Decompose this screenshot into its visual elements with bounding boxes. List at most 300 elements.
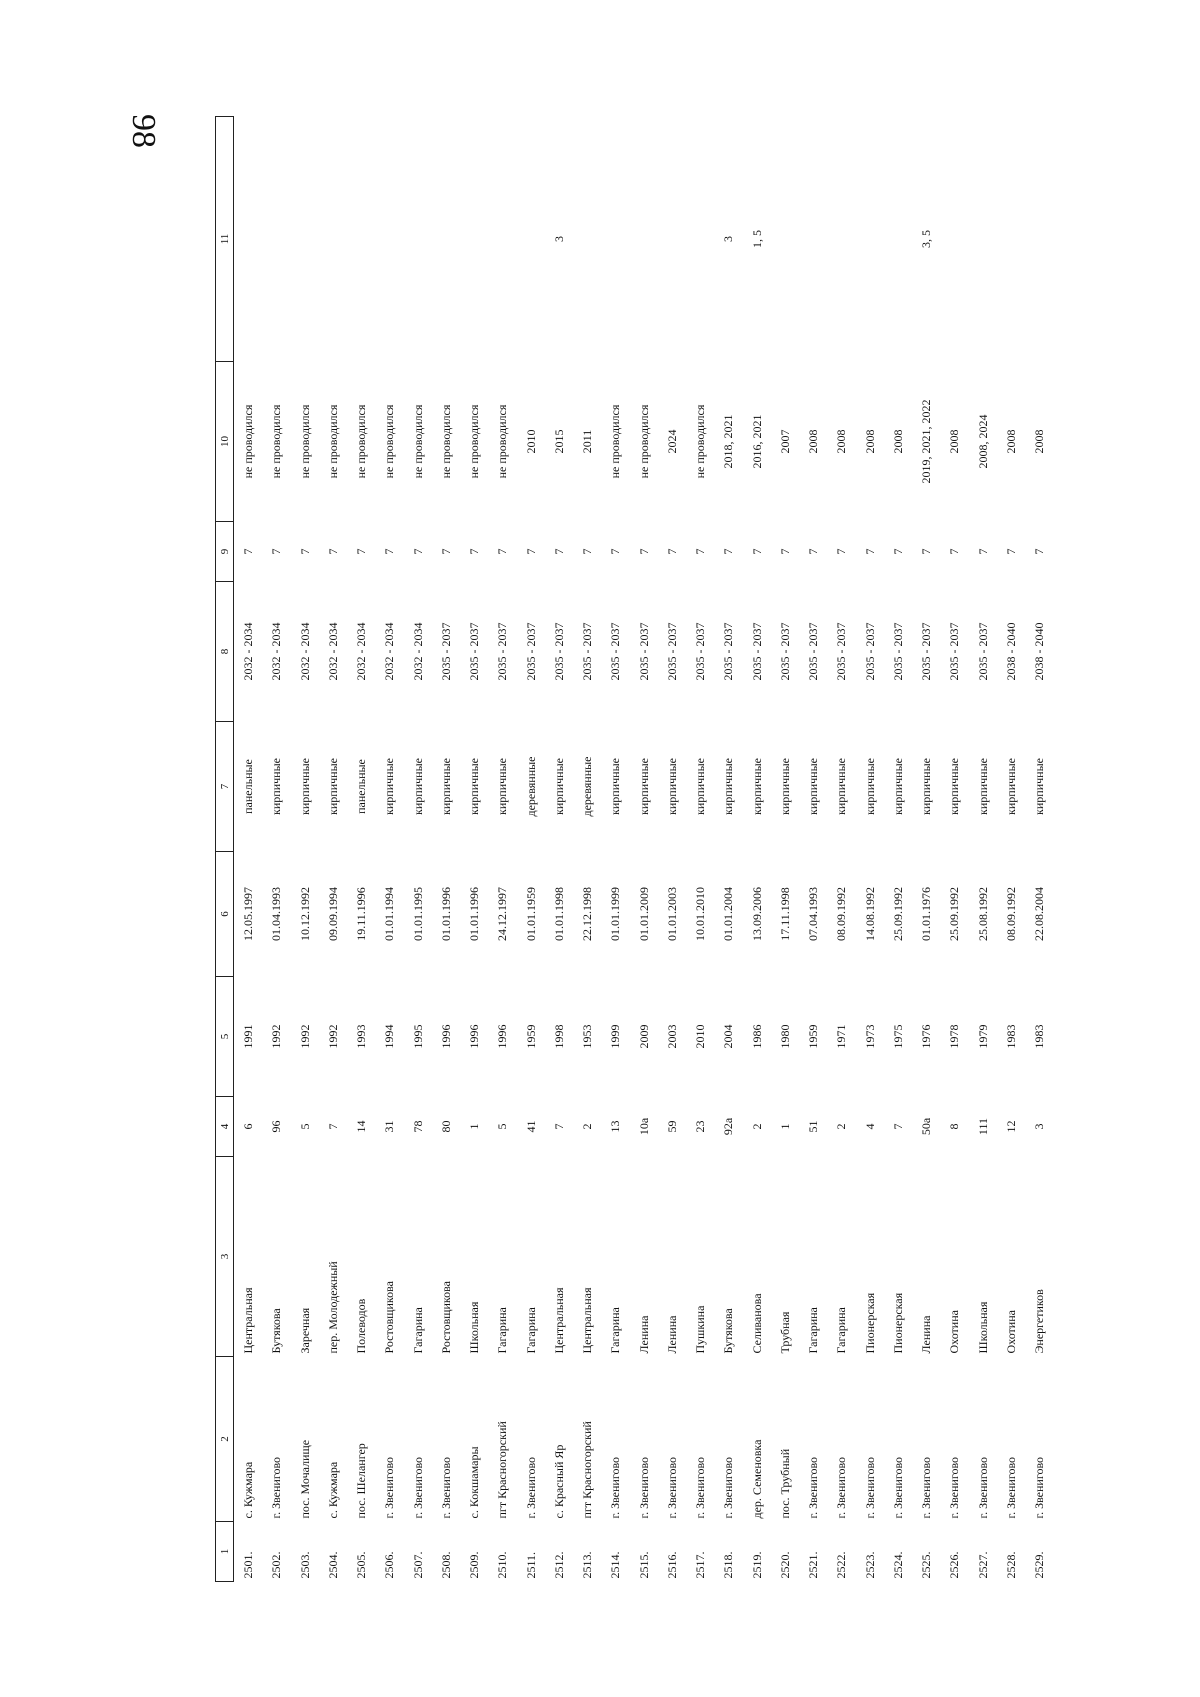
- date-cell: 12.05.1997: [241, 887, 256, 941]
- repair-years-cell: 2008: [1003, 429, 1018, 454]
- date-cell: 25.09.1992: [890, 887, 905, 941]
- col9-cell: 7: [693, 548, 708, 555]
- planned-period-cell: 2032 - 2034: [382, 622, 397, 681]
- table-row: [940, 117, 968, 1582]
- table-row: [1025, 117, 1053, 1582]
- col9-cell: 7: [551, 548, 566, 555]
- date-cell: 17.11.1998: [777, 887, 792, 941]
- col9-cell: 7: [438, 548, 453, 555]
- col9-cell: 7: [523, 548, 538, 555]
- table-row: [488, 117, 516, 1582]
- repair-years-cell: не проводился: [438, 404, 453, 479]
- repair-years-cell: 2008: [890, 429, 905, 454]
- col11-cell: [262, 117, 290, 362]
- col11-cell: 3: [721, 236, 736, 242]
- build-year-cell: 1995: [410, 1024, 425, 1049]
- wall-material-cell: кирпичные: [551, 758, 566, 815]
- repair-years-cell: 2007: [777, 429, 792, 454]
- table-header: [216, 117, 234, 1582]
- house-number-cell: 51: [806, 1120, 821, 1133]
- planned-period-cell: 2032 - 2034: [269, 622, 284, 681]
- wall-material-cell: кирпичные: [777, 758, 792, 815]
- wall-material-cell: кирпичные: [862, 758, 877, 815]
- house-number-cell: 10а: [636, 1117, 651, 1136]
- street-cell: Гагарина: [806, 1307, 821, 1354]
- repair-years-cell: не проводился: [636, 404, 651, 479]
- street-cell: Гагарина: [608, 1307, 623, 1354]
- col11-cell: [375, 117, 403, 362]
- repair-years-cell: не проводился: [325, 404, 340, 479]
- locality-cell: г. Звенигово: [382, 1456, 397, 1519]
- planned-period-cell: 2035 - 2037: [523, 622, 538, 681]
- locality-cell: дер. Семеновка: [749, 1439, 764, 1519]
- col9-cell: 7: [777, 548, 792, 555]
- table-row: [771, 117, 799, 1582]
- table-row: [997, 117, 1025, 1582]
- col11-cell: [1025, 117, 1053, 362]
- wall-material-cell: кирпичные: [325, 758, 340, 815]
- wall-material-cell: кирпичные: [1032, 758, 1047, 815]
- col11-cell: [658, 117, 686, 362]
- col11-cell: [460, 117, 488, 362]
- street-cell: Школьная: [467, 1301, 482, 1354]
- table-row: [234, 117, 263, 1582]
- header-col-7: 7: [216, 722, 234, 852]
- row-number: 2513.: [580, 1551, 595, 1579]
- table-row: [291, 117, 319, 1582]
- build-year-cell: 2003: [664, 1024, 679, 1049]
- street-cell: Гагарина: [523, 1307, 538, 1354]
- build-year-cell: 1996: [438, 1024, 453, 1049]
- build-year-cell: 1991: [241, 1024, 256, 1049]
- planned-period-cell: 2032 - 2034: [297, 622, 312, 681]
- build-year-cell: 1976: [919, 1024, 934, 1049]
- table-row: [319, 117, 347, 1582]
- planned-period-cell: 2035 - 2037: [580, 622, 595, 681]
- col11-cell: [488, 117, 516, 362]
- row-number: 2519.: [749, 1551, 764, 1579]
- build-year-cell: 1986: [749, 1024, 764, 1049]
- locality-cell: г. Звенигово: [523, 1456, 538, 1519]
- build-year-cell: 1953: [580, 1024, 595, 1049]
- build-year-cell: 1993: [354, 1024, 369, 1049]
- repair-years-cell: не проводился: [241, 404, 256, 479]
- repair-years-cell: 2010: [523, 429, 538, 454]
- date-cell: 01.01.1999: [608, 887, 623, 941]
- house-number-cell: 59: [664, 1120, 679, 1133]
- locality-cell: г. Звенигово: [636, 1456, 651, 1519]
- street-cell: Энергетиков: [1032, 1289, 1047, 1354]
- street-cell: Пионерская: [862, 1292, 877, 1354]
- repair-years-cell: 2008: [1032, 429, 1047, 454]
- wall-material-cell: деревянные: [523, 756, 538, 817]
- house-number-cell: 7: [551, 1123, 566, 1130]
- date-cell: 22.08.2004: [1032, 887, 1047, 941]
- house-number-cell: 96: [269, 1120, 284, 1133]
- header-col-3: 3: [216, 1157, 234, 1357]
- col11-cell: [856, 117, 884, 362]
- col11-cell: [997, 117, 1025, 362]
- locality-cell: г. Звенигово: [664, 1456, 679, 1519]
- locality-cell: г. Звенигово: [890, 1456, 905, 1519]
- row-number: 2506.: [382, 1551, 397, 1579]
- street-cell: Пушкина: [693, 1305, 708, 1354]
- repair-years-cell: 2016, 2021: [749, 414, 764, 469]
- street-cell: Ростовщикова: [382, 1281, 397, 1354]
- col9-cell: 7: [806, 548, 821, 555]
- street-cell: Пионерская: [890, 1292, 905, 1354]
- table-row: [799, 117, 827, 1582]
- row-number: 2526.: [947, 1551, 962, 1579]
- col11-cell: 1, 5: [749, 230, 764, 248]
- row-number: 2515.: [636, 1551, 651, 1579]
- wall-material-cell: кирпичные: [269, 758, 284, 815]
- header-col-9: 9: [216, 522, 234, 582]
- row-number: 2511.: [523, 1551, 538, 1579]
- build-year-cell: 1983: [1032, 1024, 1047, 1049]
- table-row: [573, 117, 601, 1582]
- locality-cell: с. Кокшамары: [467, 1446, 482, 1519]
- planned-period-cell: 2035 - 2037: [721, 622, 736, 681]
- house-number-cell: 13: [608, 1120, 623, 1133]
- col11-cell: [319, 117, 347, 362]
- locality-cell: г. Звенигово: [1032, 1456, 1047, 1519]
- table-body: [234, 117, 1054, 1582]
- row-number: 2529.: [1032, 1551, 1047, 1579]
- planned-period-cell: 2035 - 2037: [890, 622, 905, 681]
- col11-cell: [291, 117, 319, 362]
- locality-cell: г. Звенигово: [975, 1456, 990, 1519]
- street-cell: Центральная: [551, 1287, 566, 1354]
- street-cell: Охотина: [1003, 1310, 1018, 1354]
- build-year-cell: 1999: [608, 1024, 623, 1049]
- build-year-cell: 1980: [777, 1024, 792, 1049]
- wall-material-cell: кирпичные: [749, 758, 764, 815]
- col9-cell: 7: [608, 548, 623, 555]
- wall-material-cell: кирпичные: [297, 758, 312, 815]
- header-col-1: 1: [216, 1522, 234, 1582]
- col11-cell: [601, 117, 629, 362]
- header-col-6: 6: [216, 852, 234, 977]
- date-cell: 19.11.1996: [354, 887, 369, 941]
- row-number: 2522.: [834, 1551, 849, 1579]
- planned-period-cell: 2035 - 2037: [806, 622, 821, 681]
- header-col-5: 5: [216, 977, 234, 1097]
- wall-material-cell: кирпичные: [495, 758, 510, 815]
- date-cell: 14.08.1992: [862, 887, 877, 941]
- col9-cell: 7: [947, 548, 962, 555]
- repair-years-cell: 2011: [580, 429, 595, 454]
- col9-cell: 7: [325, 548, 340, 555]
- table-row: [884, 117, 912, 1582]
- street-cell: Ленина: [636, 1315, 651, 1354]
- row-number: 2528.: [1003, 1551, 1018, 1579]
- build-year-cell: 1979: [975, 1024, 990, 1049]
- planned-period-cell: 2035 - 2037: [693, 622, 708, 681]
- build-year-cell: 2009: [636, 1024, 651, 1049]
- table-row: [262, 117, 290, 1582]
- house-number-cell: 92а: [721, 1117, 736, 1136]
- wall-material-cell: деревянные: [580, 756, 595, 817]
- row-number: 2517.: [693, 1551, 708, 1579]
- house-number-cell: 4: [862, 1123, 877, 1130]
- col9-cell: 7: [749, 548, 764, 555]
- date-cell: 09.09.1994: [325, 887, 340, 941]
- build-year-cell: 1971: [834, 1024, 849, 1049]
- table-row: [658, 117, 686, 1582]
- wall-material-cell: кирпичные: [947, 758, 962, 815]
- row-number: 2512.: [551, 1551, 566, 1579]
- row-number: 2514.: [608, 1551, 623, 1579]
- street-cell: Охотина: [947, 1310, 962, 1354]
- repair-years-cell: 2024: [664, 429, 679, 454]
- build-year-cell: 1992: [269, 1024, 284, 1049]
- row-number: 2509.: [467, 1551, 482, 1579]
- house-number-cell: 23: [693, 1120, 708, 1133]
- date-cell: 08.09.1992: [834, 887, 849, 941]
- table-row: [545, 117, 573, 1582]
- col11-cell: 3: [551, 236, 566, 242]
- house-number-cell: 2: [834, 1123, 849, 1130]
- repair-years-cell: 2018, 2021: [721, 414, 736, 469]
- street-cell: Школьная: [975, 1301, 990, 1354]
- repair-years-cell: не проводился: [608, 404, 623, 479]
- date-cell: 22.12.1998: [580, 887, 595, 941]
- house-number-cell: 78: [410, 1120, 425, 1133]
- planned-period-cell: 2035 - 2037: [608, 622, 623, 681]
- build-year-cell: 1978: [947, 1024, 962, 1049]
- build-year-cell: 1983: [1003, 1024, 1018, 1049]
- repair-years-cell: 2008: [834, 429, 849, 454]
- date-cell: 25.08.1992: [975, 887, 990, 941]
- date-cell: 01.01.1996: [438, 887, 453, 941]
- build-year-cell: 1996: [495, 1024, 510, 1049]
- table-row: [375, 117, 403, 1582]
- street-cell: Заречная: [297, 1307, 312, 1354]
- planned-period-cell: 2038 - 2040: [1003, 622, 1018, 681]
- house-number-cell: 8: [947, 1123, 962, 1130]
- col11-cell: [969, 117, 997, 362]
- col9-cell: 7: [1032, 548, 1047, 555]
- col9-cell: 7: [297, 548, 312, 555]
- date-cell: 01.01.1995: [410, 887, 425, 941]
- planned-period-cell: 2035 - 2037: [919, 622, 934, 681]
- row-number: 2510.: [495, 1551, 510, 1579]
- table-row: [743, 117, 771, 1582]
- repair-years-cell: 2008, 2024: [975, 414, 990, 469]
- row-number: 2505.: [354, 1551, 369, 1579]
- street-cell: Ленина: [664, 1315, 679, 1354]
- table-row: [601, 117, 629, 1582]
- col11-cell: [432, 117, 460, 362]
- date-cell: 01.01.1994: [382, 887, 397, 941]
- locality-cell: пос. Шелангер: [354, 1443, 369, 1519]
- header-col-2: 2: [216, 1357, 234, 1522]
- house-number-cell: 12: [1003, 1120, 1018, 1133]
- planned-period-cell: 2035 - 2037: [777, 622, 792, 681]
- col9-cell: 7: [354, 548, 369, 555]
- planned-period-cell: 2035 - 2037: [947, 622, 962, 681]
- wall-material-cell: кирпичные: [975, 758, 990, 815]
- date-cell: 01.04.1993: [269, 887, 284, 941]
- date-cell: 01.01.1976: [919, 887, 934, 941]
- planned-period-cell: 2035 - 2037: [664, 622, 679, 681]
- date-cell: 01.01.1998: [551, 887, 566, 941]
- col11-cell: [940, 117, 968, 362]
- date-cell: 01.01.1996: [467, 887, 482, 941]
- wall-material-cell: кирпичные: [890, 758, 905, 815]
- wall-material-cell: кирпичные: [467, 758, 482, 815]
- locality-cell: г. Звенигово: [1003, 1456, 1018, 1519]
- table-row: [432, 117, 460, 1582]
- locality-cell: г. Звенигово: [693, 1456, 708, 1519]
- repair-years-cell: не проводился: [297, 404, 312, 479]
- house-number-cell: 7: [325, 1123, 340, 1130]
- row-number: 2524.: [890, 1551, 905, 1579]
- street-cell: Бутякова: [269, 1308, 284, 1354]
- house-number-cell: 41: [523, 1120, 538, 1133]
- date-cell: 01.01.2003: [664, 887, 679, 941]
- locality-cell: пгт Красногорский: [580, 1421, 595, 1519]
- table-row: [460, 117, 488, 1582]
- table-row: [912, 117, 940, 1582]
- planned-period-cell: 2035 - 2037: [749, 622, 764, 681]
- wall-material-cell: кирпичные: [608, 758, 623, 815]
- build-year-cell: 2004: [721, 1024, 736, 1049]
- repair-years-cell: 2015: [551, 429, 566, 454]
- header-col-11: 11: [216, 117, 234, 362]
- date-cell: 08.09.1992: [1003, 887, 1018, 941]
- col9-cell: 7: [664, 548, 679, 555]
- wall-material-cell: кирпичные: [721, 758, 736, 815]
- locality-cell: г. Звенигово: [834, 1456, 849, 1519]
- table-row: [404, 117, 432, 1582]
- header-col-8: 8: [216, 582, 234, 722]
- page-number: 98: [125, 114, 162, 148]
- wall-material-cell: кирпичные: [664, 758, 679, 815]
- col9-cell: 7: [1003, 548, 1018, 555]
- wall-material-cell: кирпичные: [438, 758, 453, 815]
- col9-cell: 7: [636, 548, 651, 555]
- row-number: 2520.: [777, 1551, 792, 1579]
- table-row: [714, 117, 742, 1582]
- house-number-cell: 2: [749, 1123, 764, 1130]
- repair-years-cell: не проводился: [467, 404, 482, 479]
- locality-cell: г. Звенигово: [947, 1456, 962, 1519]
- col9-cell: 7: [919, 548, 934, 555]
- locality-cell: г. Звенигово: [919, 1456, 934, 1519]
- locality-cell: г. Звенигово: [806, 1456, 821, 1519]
- build-year-cell: 1975: [890, 1024, 905, 1049]
- row-number: 2525.: [919, 1551, 934, 1579]
- street-cell: Гагарина: [410, 1307, 425, 1354]
- locality-cell: пос. Трубный: [777, 1448, 792, 1519]
- street-cell: пер. Молодежный: [325, 1261, 340, 1354]
- date-cell: 13.09.2006: [749, 887, 764, 941]
- street-cell: Бутякова: [721, 1308, 736, 1354]
- repair-years-cell: 2008: [806, 429, 821, 454]
- locality-cell: с. Красный Яр: [551, 1444, 566, 1519]
- build-year-cell: 1998: [551, 1024, 566, 1049]
- locality-cell: г. Звенигово: [269, 1456, 284, 1519]
- planned-period-cell: 2035 - 2037: [862, 622, 877, 681]
- row-number: 2502.: [269, 1551, 284, 1579]
- col9-cell: 7: [241, 548, 256, 555]
- date-cell: 07.04.1993: [806, 887, 821, 941]
- planned-period-cell: 2035 - 2037: [495, 622, 510, 681]
- planned-period-cell: 2032 - 2034: [325, 622, 340, 681]
- col11-cell: [827, 117, 855, 362]
- wall-material-cell: кирпичные: [1003, 758, 1018, 815]
- wall-material-cell: кирпичные: [806, 758, 821, 815]
- header-row: [216, 117, 234, 1582]
- col11-cell: [404, 117, 432, 362]
- house-number-cell: 7: [890, 1123, 905, 1130]
- col9-cell: 7: [834, 548, 849, 555]
- col11-cell: [573, 117, 601, 362]
- planned-period-cell: 2035 - 2037: [834, 622, 849, 681]
- locality-cell: г. Звенигово: [862, 1456, 877, 1519]
- wall-material-cell: панельные: [354, 759, 369, 814]
- table-row: [827, 117, 855, 1582]
- build-year-cell: 1996: [467, 1024, 482, 1049]
- build-year-cell: 1994: [382, 1024, 397, 1049]
- col9-cell: 7: [721, 548, 736, 555]
- repair-years-cell: не проводился: [495, 404, 510, 479]
- repair-years-cell: 2008: [862, 429, 877, 454]
- locality-cell: г. Звенигово: [721, 1456, 736, 1519]
- house-number-cell: 80: [438, 1120, 453, 1133]
- col11-cell: [234, 117, 263, 362]
- col9-cell: 7: [382, 548, 397, 555]
- planned-period-cell: 2032 - 2034: [241, 622, 256, 681]
- row-number: 2518.: [721, 1551, 736, 1579]
- col9-cell: 7: [467, 548, 482, 555]
- repair-years-cell: не проводился: [693, 404, 708, 479]
- house-number-cell: 14: [354, 1120, 369, 1133]
- wall-material-cell: кирпичные: [636, 758, 651, 815]
- table-row: [686, 117, 714, 1582]
- locality-cell: пгт Красногорский: [495, 1421, 510, 1519]
- col9-cell: 7: [269, 548, 284, 555]
- col11-cell: 3, 5: [919, 230, 934, 248]
- street-cell: Центральная: [241, 1287, 256, 1354]
- repair-years-cell: не проводился: [382, 404, 397, 479]
- build-year-cell: 1992: [297, 1024, 312, 1049]
- housing-table-sheet: [215, 117, 1047, 1582]
- col9-cell: 7: [862, 548, 877, 555]
- row-number: 2523.: [862, 1551, 877, 1579]
- street-cell: Гагарина: [495, 1307, 510, 1354]
- col9-cell: 7: [975, 548, 990, 555]
- wall-material-cell: кирпичные: [382, 758, 397, 815]
- house-number-cell: 1: [467, 1123, 482, 1130]
- planned-period-cell: 2035 - 2037: [551, 622, 566, 681]
- row-number: 2527.: [975, 1551, 990, 1579]
- wall-material-cell: кирпичные: [693, 758, 708, 815]
- build-year-cell: 1959: [806, 1024, 821, 1049]
- date-cell: 01.01.1959: [523, 887, 538, 941]
- col9-cell: 7: [890, 548, 905, 555]
- repair-years-cell: 2019, 2021, 2022: [919, 399, 934, 484]
- col9-cell: 7: [495, 548, 510, 555]
- street-cell: Селивановa: [749, 1293, 764, 1354]
- house-number-cell: 3: [1032, 1123, 1047, 1130]
- col11-cell: [771, 117, 799, 362]
- locality-cell: с. Кужмара: [241, 1461, 256, 1519]
- locality-cell: г. Звенигово: [410, 1456, 425, 1519]
- row-number: 2508.: [438, 1551, 453, 1579]
